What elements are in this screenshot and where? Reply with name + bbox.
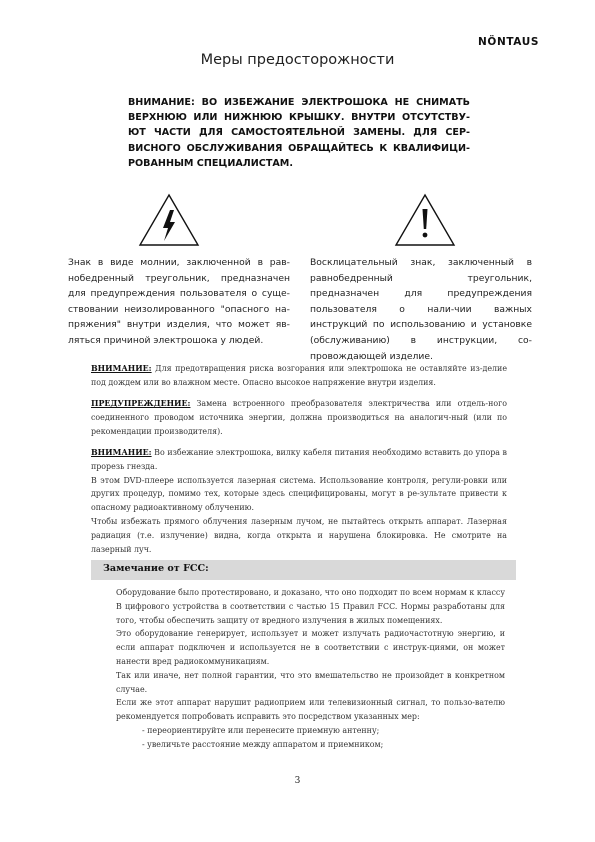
warning-notice <box>91 397 507 438</box>
fcc-bullet: - переориентируйте или перенесите приемную антенну; <box>142 725 380 735</box>
page-title: Меры предосторожности <box>200 52 395 68</box>
caution-notice-2 <box>91 446 507 556</box>
main-warning-text: ВНИМАНИЕ: ВО ИЗБЕЖАНИЕ ЭЛЕКТРОШОКА НЕ СНИМАТЬ ВЕРХНЮЮ ИЛИ НИЖНЮЮ КРЫШКУ. ВНУТРИ ОТСУТСТВУ-ЮТ ЧАСТИ ДЛЯ САМОСТОЯТЕЛЬНОЙ ЗАМЕНЫ. ДЛЯ СЕР-ВИСНОГО ОБСЛУЖИВАНИЯ ОБРАЩАЙТЕСЬ К КВАЛИФИЦИ-РОВАННЫМ СПЕЦИАЛИСТАМ. <box>128 97 470 169</box>
fcc-paragraph: Оборудование было протестировано, и доказано, что оно подходит по всем нормам к классу В цифрового устройства в соответствии с частью 15 Правил FCC. Нормы разработаны для того, чтобы обеспечить защиту от вредного излучения в жилых помещениях. <box>116 588 505 625</box>
caution-text: Для предотвращения риска возгорания или электрошока не оставляйте из-делие под дождем или во влажном месте. Опасно высокое напряжение внутри изделия. <box>91 364 507 387</box>
warning-text: Замена встроенного преобразователя электричества или отдель-ного соединенного проводом источника энергии, должна производиться на аналогич-ный (или по рекомендации производителя). <box>91 399 507 436</box>
fcc-bullet: - увеличьте расстояние между аппаратом и приемником; <box>142 739 384 749</box>
exclamation-triangle-icon <box>393 192 457 248</box>
fcc-paragraph: Так или иначе, нет полной гарантии, что это вмешательство не произойдет в конкретном случае. <box>116 670 505 694</box>
laser-paragraph-1: В этом DVD-плеере используется лазерная система. Использование контроля, регули-ровки или других процедур, помимо тех, которые здесь специфицированы, могут в ре-зультате привести к опасному радиоактивному облучению. <box>91 475 507 513</box>
caution-label: ВНИМАНИЕ: <box>91 364 152 373</box>
lightning-triangle-icon <box>137 192 201 248</box>
page-number: 3 <box>294 776 301 786</box>
brand-logo: NÖNTAUS <box>478 36 539 48</box>
lightning-symbol-description: Знак в виде молнии, заключенной в рав-нобедренный треугольник, предназначен для предупреждения пользователя о суще-ствовании неизолированного "опасного на-пряжения" внутри изделия, что может яв-ляться причиной электрошока у людей. <box>68 257 290 346</box>
caution-text-2: Во избежание электрошока, вилку кабеля питания необходимо вставить до упора в прорезь гнезда. <box>91 448 507 471</box>
caution-notice-1 <box>91 362 507 390</box>
laser-paragraph-2: Чтобы избежать прямого облучения лазерным лучом, не пытайтесь открыть аппарат. Лазерная радиация (т.е. излучение) видна, когда открыта и нарушена блокировка. Не смотрите на лазерный луч. <box>91 516 507 554</box>
fcc-paragraph: Если же этот аппарат нарушит радиоприем или телевизионный сигнал, то пользо-вателю рекомендуется попробовать исправить это посредством указанных мер: <box>116 698 505 722</box>
fcc-heading: Замечание от FCC: <box>103 563 209 574</box>
warning-label: ПРЕДУПРЕЖДЕНИЕ: <box>91 399 191 408</box>
fcc-paragraph: Это оборудование генерирует, использует и может излучать радиочастотную энергию, и если аппарат подключен и используется не в соответствии с инструк-циями, он может нанести вред радиокоммуникациям. <box>116 629 505 666</box>
fcc-heading-bar <box>91 560 516 580</box>
exclamation-symbol-description: Восклицательный знак, заключенный в равнобедренный треугольник, предназначен для предупреждения пользователя о нали-чии важных инструкций по использованию и установке (обслуживанию) в инструкции, со-провождающей изделие. <box>310 257 532 362</box>
caution-label-2: ВНИМАНИЕ: <box>91 448 152 457</box>
fcc-body <box>116 586 505 752</box>
